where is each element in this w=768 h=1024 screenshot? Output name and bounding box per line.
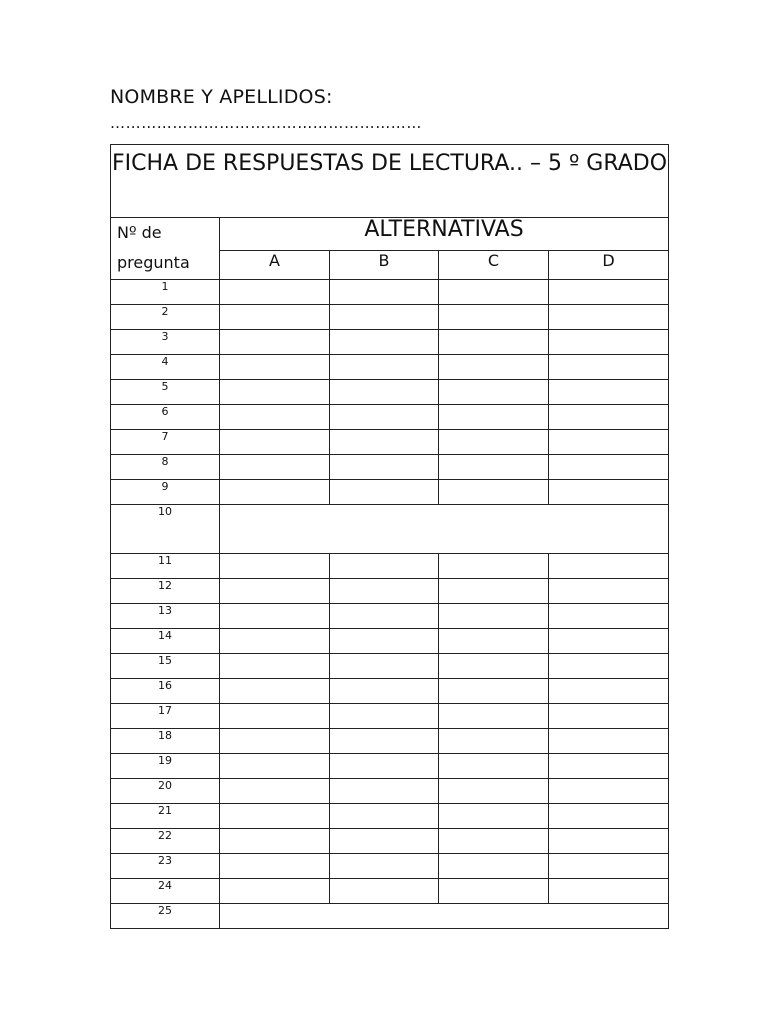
answer-cell-c[interactable]: [439, 804, 549, 829]
question-number: 23: [111, 854, 220, 879]
question-number: 25: [111, 904, 220, 929]
answer-cell-b[interactable]: [330, 804, 439, 829]
question-number: 9: [111, 480, 220, 505]
answer-cell-a[interactable]: [220, 330, 330, 355]
question-number: 12: [111, 579, 220, 604]
answer-cell-a[interactable]: [220, 654, 330, 679]
answer-cell-c[interactable]: [439, 829, 549, 854]
answer-cell-d[interactable]: [549, 305, 669, 330]
answer-cell-a[interactable]: [220, 754, 330, 779]
question-number: 22: [111, 829, 220, 854]
question-number: 20: [111, 779, 220, 804]
answer-cell-a[interactable]: [220, 280, 330, 305]
table-row: [111, 579, 669, 604]
table-row: [111, 554, 669, 579]
table-row: [111, 854, 669, 879]
answer-cell-open[interactable]: [220, 505, 669, 554]
table-row: [111, 430, 669, 455]
answer-cell-c[interactable]: [439, 629, 549, 654]
answer-cell-b[interactable]: [330, 280, 439, 305]
answer-cell-d[interactable]: [549, 604, 669, 629]
question-number: 16: [111, 679, 220, 704]
table-row: [111, 729, 669, 754]
answer-cell-c[interactable]: [439, 854, 549, 879]
answer-cell-d[interactable]: [549, 380, 669, 405]
column-header-a: A: [220, 251, 330, 280]
question-number: 13: [111, 604, 220, 629]
answer-cell-open[interactable]: [220, 904, 669, 929]
table-row: [111, 754, 669, 779]
answer-cell-d[interactable]: [549, 629, 669, 654]
question-number: 4: [111, 355, 220, 380]
answer-cell-a[interactable]: [220, 829, 330, 854]
answer-cell-d[interactable]: [549, 854, 669, 879]
name-dotted-line[interactable]: ……………………………………………………: [110, 114, 422, 132]
answer-cell-a[interactable]: [220, 729, 330, 754]
question-number: 21: [111, 804, 220, 829]
answer-cell-a[interactable]: [220, 430, 330, 455]
table-row: [111, 629, 669, 654]
question-number: 1: [111, 280, 220, 305]
answer-cell-a[interactable]: [220, 879, 330, 904]
table-row: [111, 355, 669, 380]
answer-cell-a[interactable]: [220, 455, 330, 480]
table-row: [111, 330, 669, 355]
answer-cell-c[interactable]: [439, 330, 549, 355]
question-number: 6: [111, 405, 220, 430]
question-number: 5: [111, 380, 220, 405]
answer-cell-a[interactable]: [220, 629, 330, 654]
answer-cell-a[interactable]: [220, 854, 330, 879]
answer-cell-c[interactable]: [439, 704, 549, 729]
answer-cell-a[interactable]: [220, 480, 330, 505]
answer-cell-a[interactable]: [220, 554, 330, 579]
answer-cell-c[interactable]: [439, 280, 549, 305]
table-row: [111, 480, 669, 505]
question-number-header: Nº de pregunta: [111, 218, 220, 280]
answer-cell-b[interactable]: [330, 879, 439, 904]
table-row: [111, 455, 669, 480]
question-number: 3: [111, 330, 220, 355]
question-number: 2: [111, 305, 220, 330]
answer-cell-d[interactable]: [549, 579, 669, 604]
answer-cell-c[interactable]: [439, 579, 549, 604]
answer-cell-c[interactable]: [439, 355, 549, 380]
answer-cell-b[interactable]: [330, 729, 439, 754]
table-row: [111, 779, 669, 804]
answer-cell-d[interactable]: [549, 430, 669, 455]
answer-cell-d[interactable]: [549, 804, 669, 829]
answer-cell-a[interactable]: [220, 305, 330, 330]
answer-cell-a[interactable]: [220, 355, 330, 380]
answer-cell-a[interactable]: [220, 604, 330, 629]
answer-cell-a[interactable]: [220, 405, 330, 430]
answer-cell-b[interactable]: [330, 579, 439, 604]
answer-cell-b[interactable]: [330, 779, 439, 804]
question-number: 8: [111, 455, 220, 480]
table-row: [111, 505, 669, 554]
table-row: [111, 305, 669, 330]
answer-cell-a[interactable]: [220, 380, 330, 405]
question-number: 24: [111, 879, 220, 904]
answer-cell-b[interactable]: [330, 330, 439, 355]
answer-cell-a[interactable]: [220, 704, 330, 729]
answer-cell-c[interactable]: [439, 604, 549, 629]
answer-cell-b[interactable]: [330, 455, 439, 480]
answer-cell-c[interactable]: [439, 779, 549, 804]
answer-cell-a[interactable]: [220, 804, 330, 829]
answer-cell-d[interactable]: [549, 879, 669, 904]
answer-cell-c[interactable]: [439, 405, 549, 430]
answer-cell-d[interactable]: [549, 355, 669, 380]
answer-cell-b[interactable]: [330, 629, 439, 654]
table-row: [111, 405, 669, 430]
answer-cell-c[interactable]: [439, 380, 549, 405]
answer-cell-b[interactable]: [330, 829, 439, 854]
answer-cell-b[interactable]: [330, 554, 439, 579]
table-row: [111, 380, 669, 405]
answer-cell-d[interactable]: [549, 654, 669, 679]
answer-cell-b[interactable]: [330, 405, 439, 430]
answer-cell-a[interactable]: [220, 579, 330, 604]
answer-cell-c[interactable]: [439, 305, 549, 330]
answer-cell-c[interactable]: [439, 654, 549, 679]
answer-cell-d[interactable]: [549, 280, 669, 305]
answer-cell-d[interactable]: [549, 754, 669, 779]
answer-cell-b[interactable]: [330, 679, 439, 704]
answer-cell-c[interactable]: [439, 679, 549, 704]
answer-cell-b[interactable]: [330, 704, 439, 729]
name-label: NOMBRE Y APELLIDOS:: [110, 86, 333, 108]
answer-cell-b[interactable]: [330, 355, 439, 380]
answer-cell-c[interactable]: [439, 430, 549, 455]
answer-cell-d[interactable]: [549, 679, 669, 704]
question-number: 19: [111, 754, 220, 779]
answer-cell-d[interactable]: [549, 829, 669, 854]
question-number: 11: [111, 554, 220, 579]
column-header-d: D: [549, 251, 669, 280]
answer-cell-a[interactable]: [220, 679, 330, 704]
question-number: 7: [111, 430, 220, 455]
question-number: 14: [111, 629, 220, 654]
table-row: [111, 904, 669, 929]
answer-cell-b[interactable]: [330, 430, 439, 455]
answer-cell-d[interactable]: [549, 480, 669, 505]
answer-cell-d[interactable]: [549, 554, 669, 579]
answer-cell-c[interactable]: [439, 754, 549, 779]
answer-cell-d[interactable]: [549, 729, 669, 754]
table-row: [111, 280, 669, 305]
column-header-c: C: [439, 251, 549, 280]
table-row: [111, 804, 669, 829]
answer-cell-b[interactable]: [330, 754, 439, 779]
column-header-b: B: [330, 251, 439, 280]
answer-cell-c[interactable]: [439, 879, 549, 904]
table-row: [111, 679, 669, 704]
answer-cell-d[interactable]: [549, 405, 669, 430]
answer-cell-b[interactable]: [330, 604, 439, 629]
question-number: 10: [111, 505, 220, 554]
question-number: 15: [111, 654, 220, 679]
table-row: [111, 704, 669, 729]
answer-cell-b[interactable]: [330, 380, 439, 405]
answer-cell-c[interactable]: [439, 480, 549, 505]
answer-cell-d[interactable]: [549, 330, 669, 355]
answer-cell-a[interactable]: [220, 779, 330, 804]
answer-cell-c[interactable]: [439, 554, 549, 579]
answer-cell-b[interactable]: [330, 854, 439, 879]
answer-sheet-table: [110, 144, 669, 929]
table-row: [111, 654, 669, 679]
answer-cell-d[interactable]: [549, 704, 669, 729]
answer-cell-b[interactable]: [330, 305, 439, 330]
table-row: [111, 829, 669, 854]
answer-cell-d[interactable]: [549, 779, 669, 804]
answer-cell-c[interactable]: [439, 455, 549, 480]
answer-cell-b[interactable]: [330, 480, 439, 505]
answer-cell-b[interactable]: [330, 654, 439, 679]
answer-cell-c[interactable]: [439, 729, 549, 754]
alternatives-header: ALTERNATIVAS: [220, 218, 669, 251]
answer-cell-d[interactable]: [549, 455, 669, 480]
sheet-title: FICHA DE RESPUESTAS DE LECTURA.. – 5 º GRADO: [111, 145, 669, 218]
table-row: [111, 604, 669, 629]
question-number: 17: [111, 704, 220, 729]
question-number: 18: [111, 729, 220, 754]
table-row: [111, 879, 669, 904]
